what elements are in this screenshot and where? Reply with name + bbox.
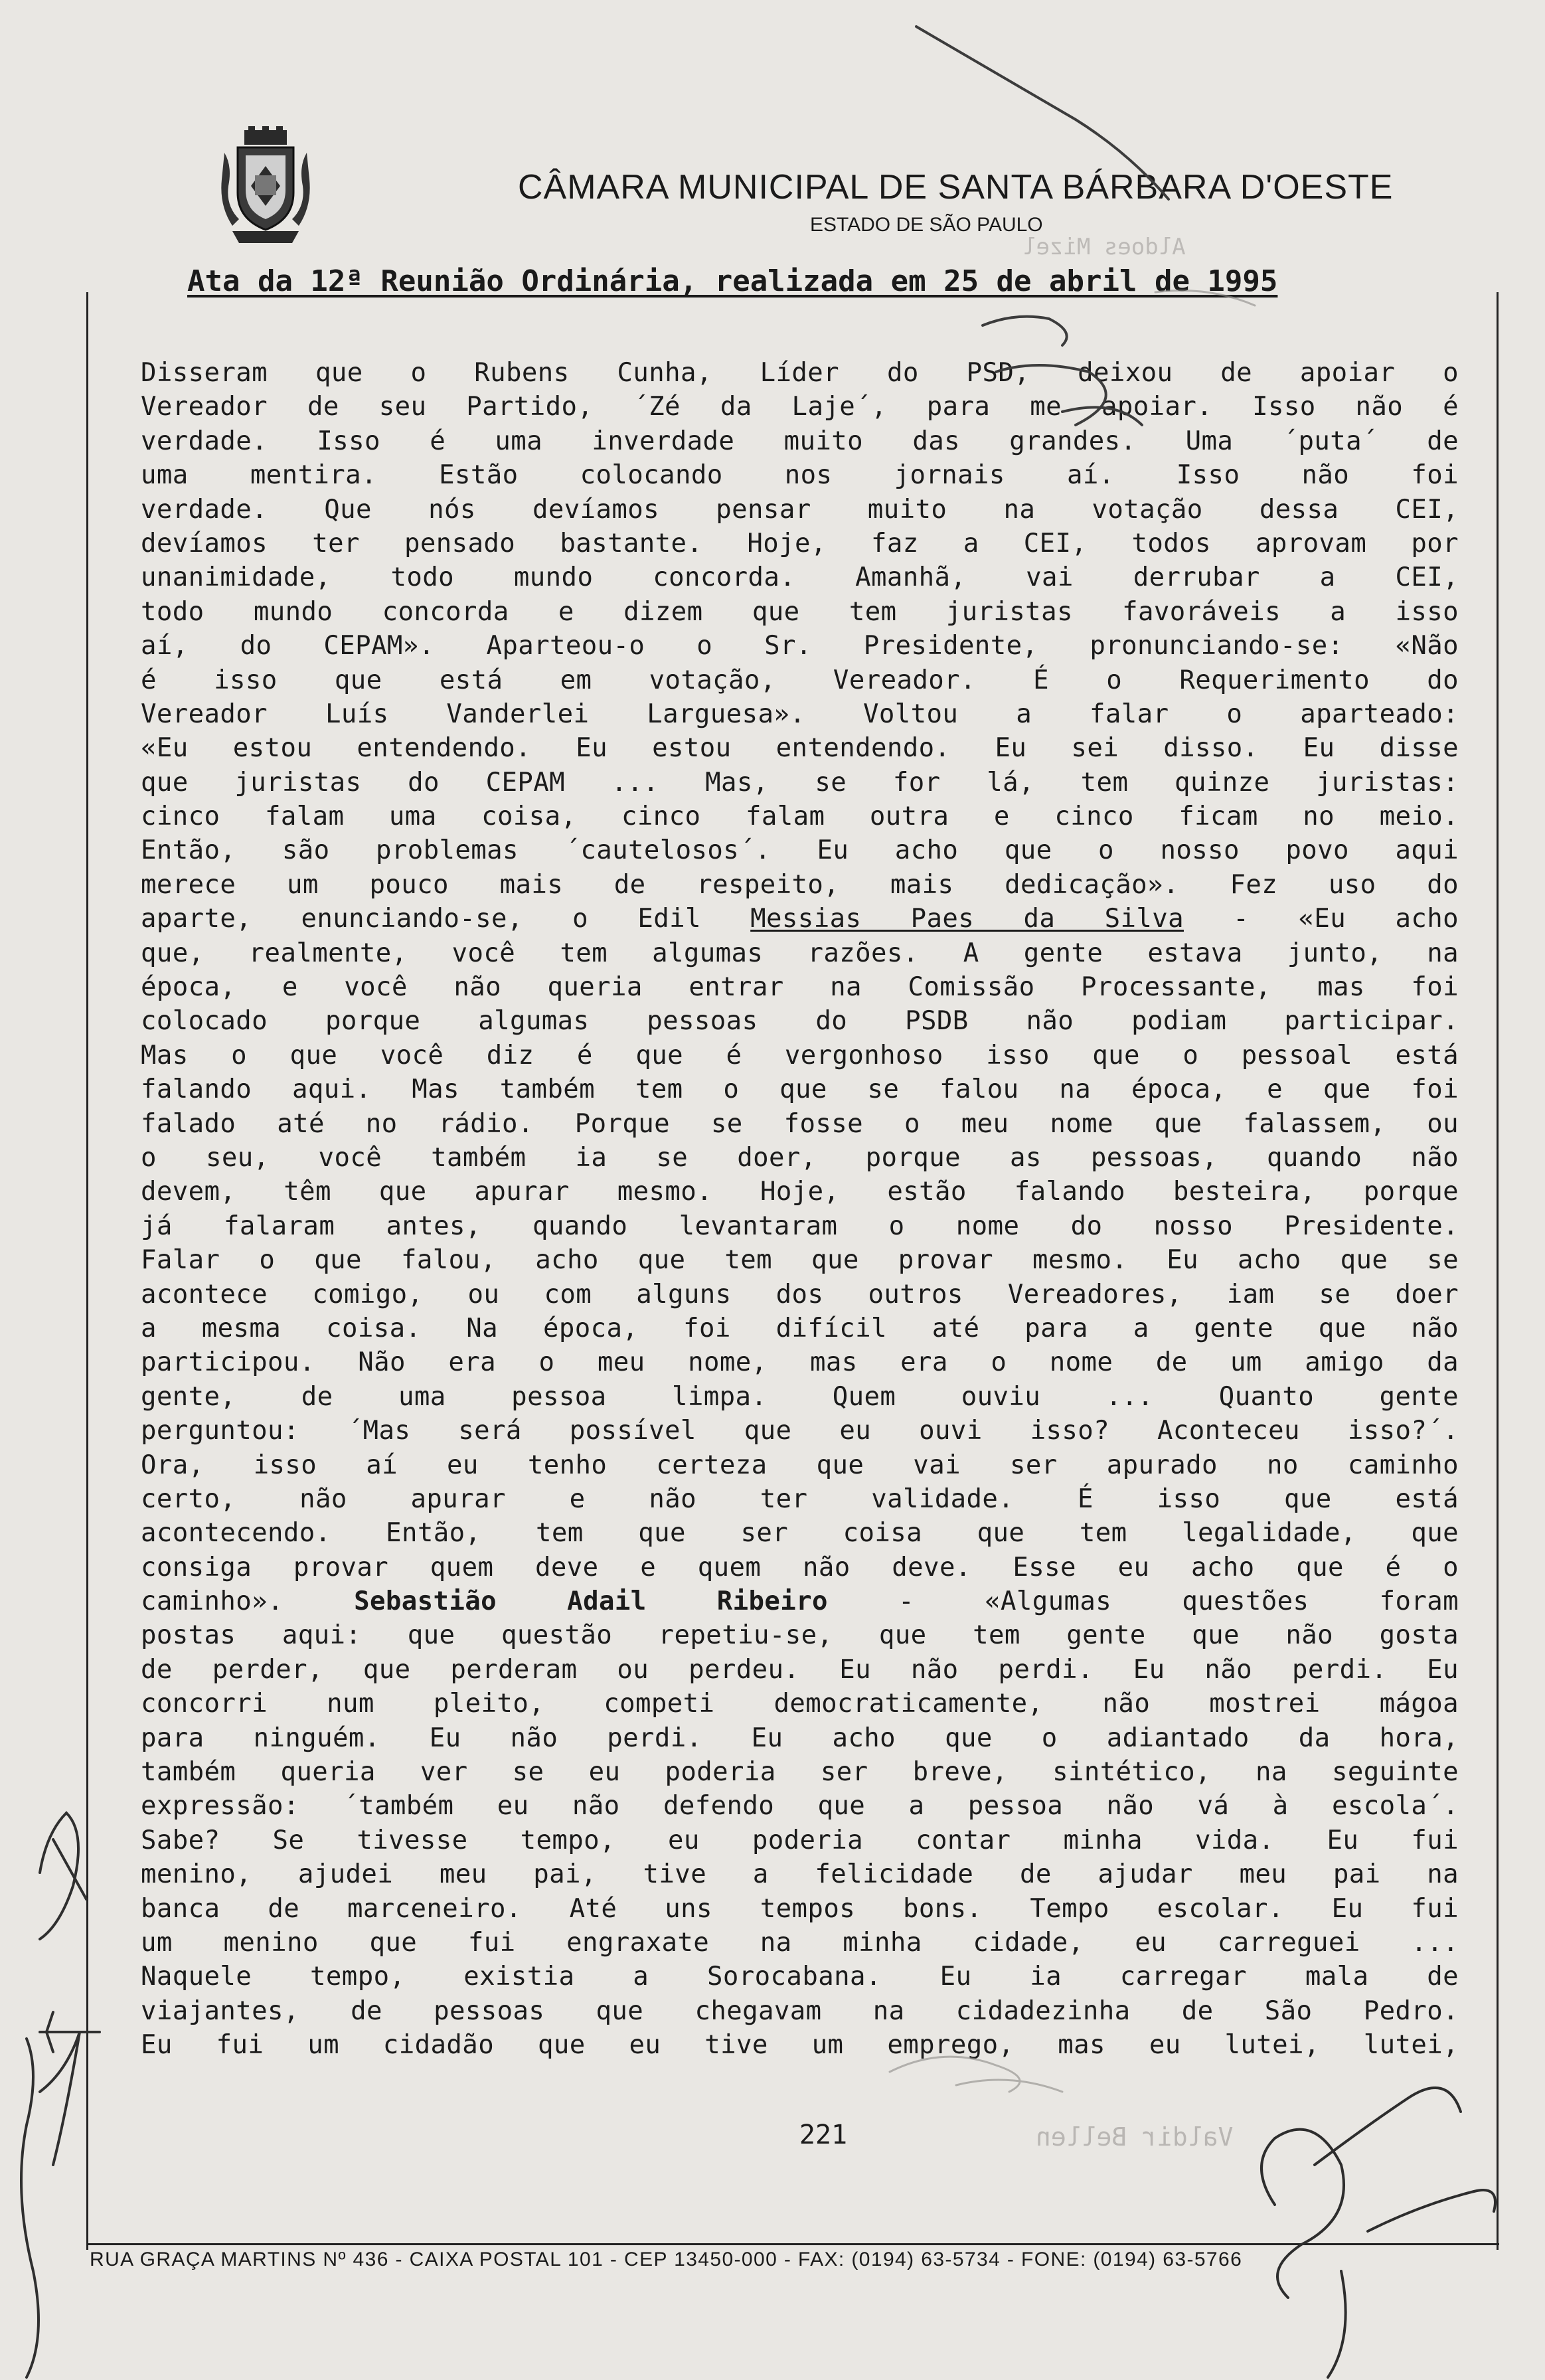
- text-line: Sabe? Se tivesse tempo, eu poderia contar minha vida. Eu fui: [141, 1825, 1459, 1855]
- footer-address: RUA GRAÇA MARTINS Nº 436 - CAIXA POSTAL 101 - CEP 13450-000 - FAX: (0194) 63-5734 - FONE: (0194) 63-5766: [90, 2249, 1243, 2270]
- page-number: 221: [799, 2120, 848, 2150]
- show-through-name-bottom: Valdir Bellen: [1036, 2122, 1234, 2152]
- text-line: já falaram antes, quando levantaram o nome do nosso Presidente.: [141, 1211, 1459, 1241]
- text-line: menino, ajudei meu pai, tive a felicidade de ajudar meu pai na: [141, 1859, 1459, 1890]
- text-line: é isso que está em votação, Vereador. É o Requerimento do: [141, 665, 1459, 695]
- text-line: Ora, isso aí eu tenho certeza que vai ser apurado no caminho: [141, 1450, 1459, 1480]
- text-line: aparte, enunciando-se, o Edil Messias Paes da Silva - «Eu acho: [141, 904, 1459, 934]
- text-line: Eu fui um cidadão que eu tive um emprego, mas eu lutei, lutei,: [141, 2030, 1459, 2061]
- text-line: para ninguém. Eu não perdi. Eu acho que o adiantado da hora,: [141, 1723, 1459, 1753]
- text-line: aí, do CEPAM». Aparteou-o o Sr. Presidente, pronunciando-se: «Não: [141, 631, 1459, 661]
- right-margin-line: [1497, 292, 1499, 2250]
- text-line: Falar o que falou, acho que tem que provar mesmo. Eu acho que se: [141, 1245, 1459, 1276]
- text-line: consiga provar quem deve e quem não deve. Esse eu acho que é o: [141, 1552, 1459, 1582]
- text-line: viajantes, de pessoas que chegavam na cidadezinha de São Pedro.: [141, 1996, 1459, 2026]
- text-line: devem, têm que apurar mesmo. Hoje, estão falando besteira, porque: [141, 1177, 1459, 1207]
- text-line: todo mundo concorda e dizem que tem juristas favoráveis a isso: [141, 596, 1459, 627]
- text-line: colocado porque algumas pessoas do PSDB não podiam participar.: [141, 1006, 1459, 1037]
- speaker-name: Messias Paes da Silva: [750, 904, 1184, 934]
- chamber-name: CÂMARA MUNICIPAL DE SANTA BÁRBARA D'OESTE: [518, 168, 1394, 207]
- text-line: postas aqui: que questão repetiu-se, que tem gente que não gosta: [141, 1620, 1459, 1651]
- text-line: cinco falam uma coisa, cinco falam outra e cinco ficam no meio.: [141, 802, 1459, 832]
- text-line: que juristas do CEPAM ... Mas, se for lá, tem quinze juristas:: [141, 767, 1459, 798]
- text-line: a mesma coisa. Na época, foi difícil até para a gente que não: [141, 1313, 1459, 1343]
- text-line: banca de marceneiro. Até uns tempos bons. Tempo escolar. Eu fui: [141, 1893, 1459, 1924]
- minutes-body: [141, 356, 1459, 2063]
- left-margin-line: [86, 292, 88, 2250]
- text-line: merece um pouco mais de respeito, mais dedicação». Fez uso do: [141, 869, 1459, 900]
- text-line: época, e você não queria entrar na Comissão Processante, mas foi: [141, 972, 1459, 1003]
- text-line: devíamos ter pensado bastante. Hoje, faz a CEI, todos aprovam por: [141, 528, 1459, 558]
- text-line: gente, de uma pessoa limpa. Quem ouviu ... Quanto gente: [141, 1381, 1459, 1412]
- speaker-name: Sebastião Adail Ribeiro: [354, 1586, 828, 1617]
- text-line: Então, são problemas ´cautelosos´. Eu acho que o nosso povo aqui: [141, 835, 1459, 866]
- text-line: unanimidade, todo mundo concorda. Amanhã, vai derrubar a CEI,: [141, 562, 1459, 593]
- signature-bottom-right: [1261, 2088, 1495, 2377]
- footer-rule: [86, 2243, 1499, 2245]
- text-line: participou. Não era o meu nome, mas era o nome de um amigo da: [141, 1347, 1459, 1378]
- text-line: Naquele tempo, existia a Sorocabana. Eu ia carregar mala de: [141, 1962, 1459, 1992]
- text-line: que, realmente, você tem algumas razões. A gente estava junto, na: [141, 938, 1459, 968]
- text-line: Vereador Luís Vanderlei Larguesa». Voltou a falar o aparteado:: [141, 699, 1459, 729]
- state-name: ESTADO DE SÃO PAULO: [810, 214, 1043, 236]
- text-line: falando aqui. Mas também tem o que se falou na época, e que foi: [141, 1074, 1459, 1105]
- text-line: caminho». Sebastião Adail Ribeiro - «Algumas questões foram: [141, 1586, 1459, 1617]
- text-line: verdade. Isso é uma inverdade muito das grandes. Uma ´puta´ de: [141, 426, 1459, 456]
- text-line: «Eu estou entendendo. Eu estou entendendo. Eu sei disso. Eu disse: [141, 733, 1459, 764]
- text-line: verdade. Que nós devíamos pensar muito na votação dessa CEI,: [141, 494, 1459, 525]
- text-line: acontece comigo, ou com alguns dos outros Vereadores, iam se doer: [141, 1279, 1459, 1310]
- text-line: acontecendo. Então, tem que ser coisa que tem legalidade, que: [141, 1518, 1459, 1549]
- page-title: Ata da 12ª Reunião Ordinária, realizada em 25 de abril de 1995: [187, 264, 1278, 298]
- show-through-name-top: Aldoes Mizel: [1022, 234, 1186, 260]
- text-line: Disseram que o Rubens Cunha, Líder do PSD, deixou de apoiar o: [141, 358, 1459, 388]
- text-line: expressão: ´também eu não defendo que a pessoa não vá à escola´.: [141, 1791, 1459, 1822]
- text-line: perguntou: ´Mas será possível que eu ouvi isso? Aconteceu isso?´.: [141, 1416, 1459, 1446]
- coat-of-arms-icon: [219, 126, 312, 246]
- text-line: falado até no rádio. Porque se fosse o meu nome que falassem, ou: [141, 1108, 1459, 1139]
- text-line: um menino que fui engraxate na minha cidade, eu carreguei ...: [141, 1927, 1459, 1958]
- text-line: também queria ver se eu poderia ser breve, sintético, na seguinte: [141, 1757, 1459, 1788]
- text-line: Mas o que você diz é que é vergonhoso isso que o pessoal está: [141, 1040, 1459, 1070]
- text-line: certo, não apurar e não ter validade. É isso que está: [141, 1484, 1459, 1514]
- text-line: uma mentira. Estão colocando nos jornais aí. Isso não foi: [141, 460, 1459, 491]
- text-line: Vereador de seu Partido, ´Zé da Laje´, para me apoiar. Isso não é: [141, 392, 1459, 422]
- text-line: o seu, você também ia se doer, porque as pessoas, quando não: [141, 1142, 1459, 1173]
- text-line: de perder, que perderam ou perdeu. Eu não perdi. Eu não perdi. Eu: [141, 1654, 1459, 1685]
- text-line: concorri num pleito, competi democraticamente, não mostrei mágoa: [141, 1689, 1459, 1719]
